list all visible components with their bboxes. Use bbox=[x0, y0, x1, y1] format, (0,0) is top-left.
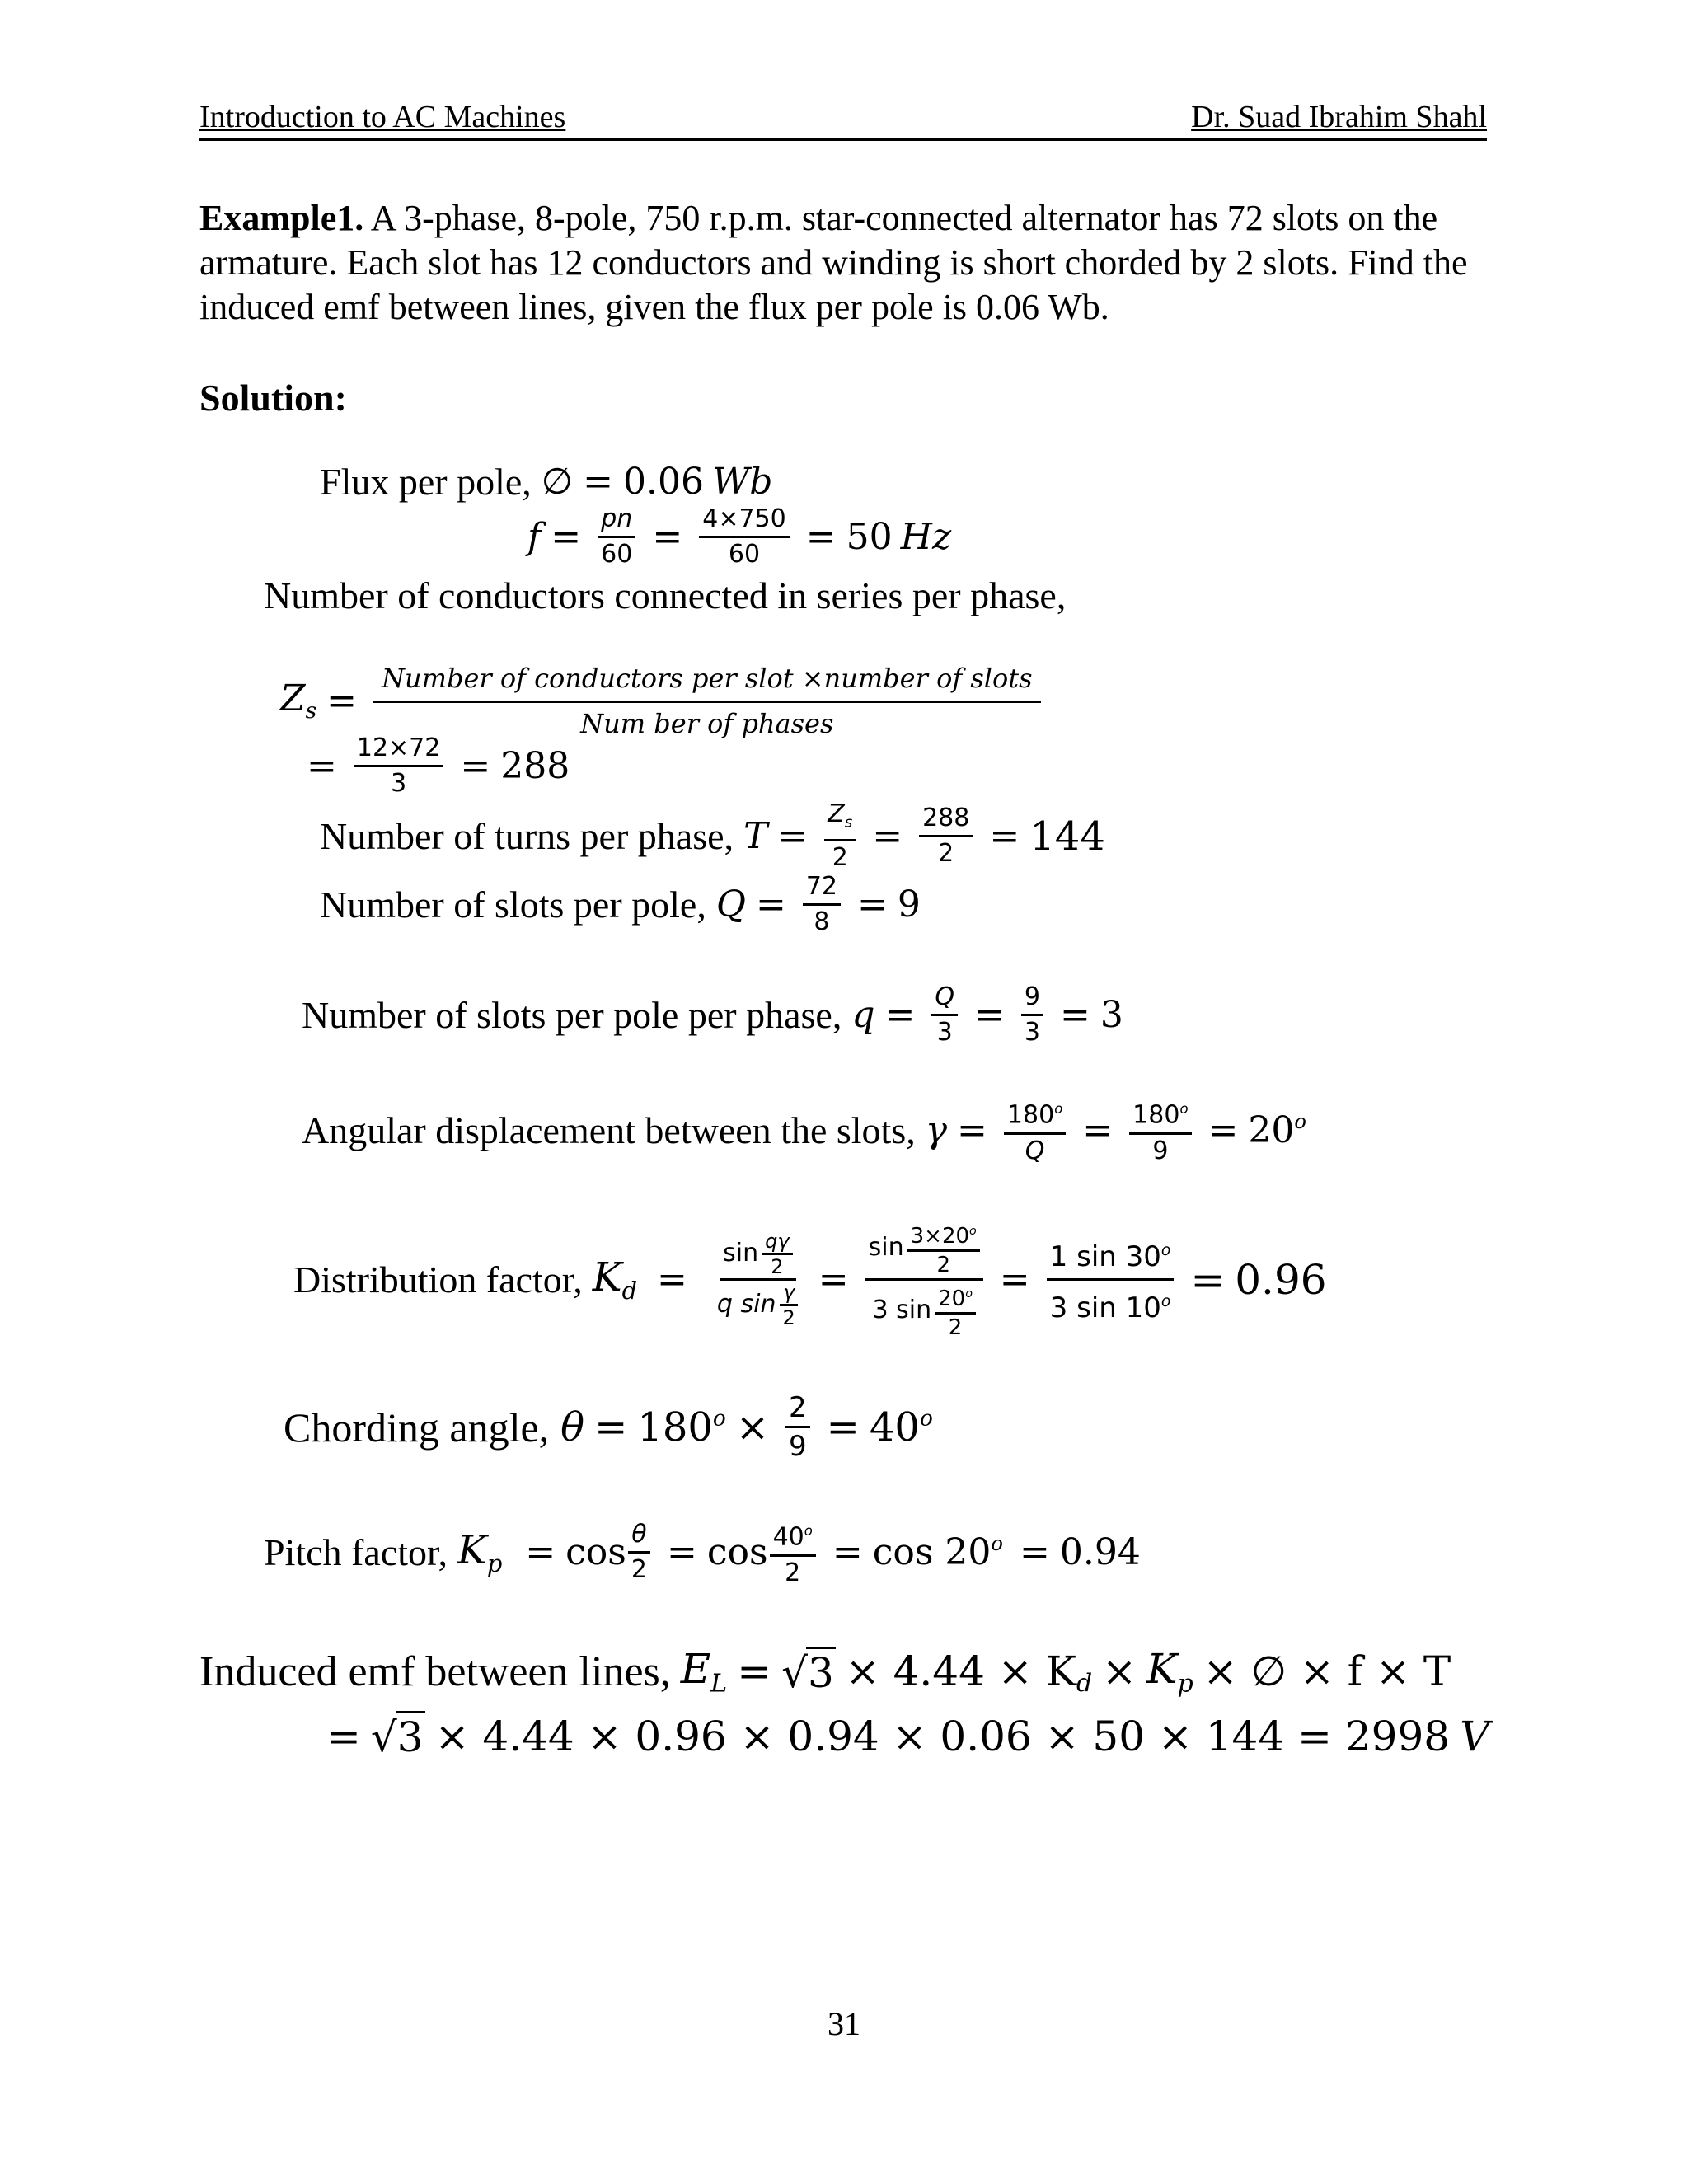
header-author: Dr. Suad Ibrahim Shahl bbox=[1191, 100, 1487, 134]
emf-label: Induced emf between lines, bbox=[199, 1647, 671, 1695]
pitch-line: Pitch factor, $K_p$ = cos $\frac{\theta}{2}$ = cos $\frac{40^o}{2}$ = cos 20$^o$ = 0.94 bbox=[264, 1516, 1141, 1588]
example-label: Example1. bbox=[199, 198, 364, 238]
freq-den2: 60 bbox=[728, 540, 761, 569]
example-text: A 3-phase, 8-pole, 750 r.p.m. star-connected alternator has 72 slots on the armature. Each slot has 12 conductors and winding is short chorded by 2 slots. Find the induced emf between lines, given the flux per pole is 0.06 Wb. bbox=[199, 198, 1468, 327]
zs-symbol: $Z_s$ bbox=[280, 677, 317, 724]
turns-label: Number of turns per phase, bbox=[320, 815, 734, 858]
angular-result: 20$^o$ bbox=[1248, 1108, 1306, 1151]
slots-pole-symbol: Q bbox=[715, 883, 746, 926]
flux-label: Flux per pole, bbox=[320, 461, 532, 503]
pitch-label: Pitch factor, bbox=[264, 1530, 448, 1573]
chording-symbol: θ bbox=[560, 1404, 585, 1451]
flux-unit: Wb bbox=[711, 461, 773, 503]
turns-result: 144 bbox=[1029, 813, 1105, 860]
freq-den1: 60 bbox=[601, 540, 633, 569]
freq-num1: pn bbox=[598, 504, 635, 538]
emf-symbol: $E_L$ bbox=[680, 1645, 728, 1699]
freq-unit: Hz bbox=[900, 516, 952, 558]
zs-calculation: = $\frac{12\times 72}{3}$ = 288 bbox=[307, 733, 570, 798]
chording-result: 40$^o$ bbox=[869, 1404, 933, 1451]
turns-num2: 288 bbox=[919, 804, 973, 837]
distribution-line: Distribution factor, $K_d$ = sin $\frac{q\gamma}{2}$ q sin $\frac{\gamma}{2}$ = sin $\frac{3\times 20^o}{2}$ 3 sin $\frac{20^o}{2}$ = $\frac{1 \sin 30^o}{3 \sin 10^o}$ = 0.96 bbox=[293, 1220, 1327, 1339]
turns-den2: 2 bbox=[938, 839, 954, 869]
slots-pole-phase-symbol: q bbox=[851, 994, 875, 1036]
flux-line: Flux per pole, ∅ = 0.06 Wb bbox=[320, 461, 773, 503]
frequency-line: f = $\frac{pn}{60}$ = $\frac{4\times 750}{60}$ = 50 Hz bbox=[528, 504, 952, 569]
freq-symbol: f bbox=[528, 516, 542, 558]
emf-unit: V bbox=[1460, 1712, 1490, 1760]
angular-label: Angular displacement between the slots, bbox=[302, 1108, 916, 1151]
freq-num2: 4×750 bbox=[699, 504, 789, 538]
flux-value: 0.06 bbox=[623, 461, 704, 503]
header-title: Introduction to AC Machines bbox=[199, 100, 566, 134]
freq-result: 50 bbox=[846, 516, 893, 558]
slots-pole-phase-result: 3 bbox=[1100, 994, 1123, 1036]
pitch-result: 0.94 bbox=[1059, 1530, 1141, 1573]
zs-numerator: Number of conductors per slot ×number of slots bbox=[373, 659, 1041, 703]
distribution-result: 0.96 bbox=[1235, 1255, 1327, 1304]
turns-line: Number of turns per phase, T = $\frac{Z_s}{2}$ = $\frac{288}{2}$ = 144 bbox=[320, 799, 1105, 873]
slots-pole-phase-label: Number of slots per pole per phase, bbox=[302, 994, 842, 1036]
example-paragraph bbox=[199, 196, 1502, 330]
slots-pole-label: Number of slots per pole, bbox=[320, 883, 706, 926]
zs-result: 288 bbox=[500, 745, 570, 787]
slots-pole-result: 9 bbox=[897, 883, 921, 926]
emf-numeric-line: = √3 × 4.44 × 0.96 × 0.94 × 0.06 × 50 × 144 = 2998 V bbox=[326, 1712, 1490, 1761]
pitch-symbol: $K_p$ bbox=[457, 1526, 503, 1577]
chording-label: Chording angle, bbox=[284, 1404, 550, 1451]
slots-pole-phase-line: Number of slots per pole per phase, q = $\frac{Q}{3}$ = $\frac{9}{3}$ = 3 bbox=[302, 982, 1123, 1047]
angular-symbol: γ bbox=[925, 1108, 948, 1151]
chording-line: Chording angle, θ = 180$^o$ × $\frac{2}{9}$ = 40$^o$ bbox=[284, 1391, 933, 1463]
distribution-symbol: $K_d$ bbox=[592, 1254, 638, 1305]
solution-heading: Solution: bbox=[199, 377, 347, 419]
page-header bbox=[199, 97, 1487, 141]
flux-symbol: ∅ bbox=[541, 461, 574, 503]
zs-denominator: Num ber of phases bbox=[580, 708, 834, 739]
emf-formula-line: Induced emf between lines, $E_L$ = √3 × 4.44 × K d × $K_p$ × ∅ × f × T bbox=[199, 1645, 1451, 1699]
distribution-label: Distribution factor, bbox=[293, 1258, 583, 1301]
zs-calc-den: 3 bbox=[391, 769, 407, 798]
slots-per-pole-line: Number of slots per pole, Q = $\frac{72}{8}$ = 9 bbox=[320, 872, 921, 936]
conductors-label-line bbox=[264, 574, 1066, 617]
zs-calc-num: 12×72 bbox=[354, 733, 443, 767]
page-number: 31 bbox=[828, 2005, 860, 2042]
conductors-label: Number of conductors connected in series per phase, bbox=[264, 574, 1067, 616]
angular-line: Angular displacement between the slots, γ = $\frac{180^o}{Q}$ = $\frac{180^o}{9}$ = 20$^o$ bbox=[302, 1094, 1306, 1166]
turns-symbol: T bbox=[743, 815, 768, 858]
zs-definition: $Z_s$ = $\frac{\text{Number of conductors per slot ×number of slots}}{\text{Num ber of phases}}$ bbox=[280, 659, 1048, 743]
